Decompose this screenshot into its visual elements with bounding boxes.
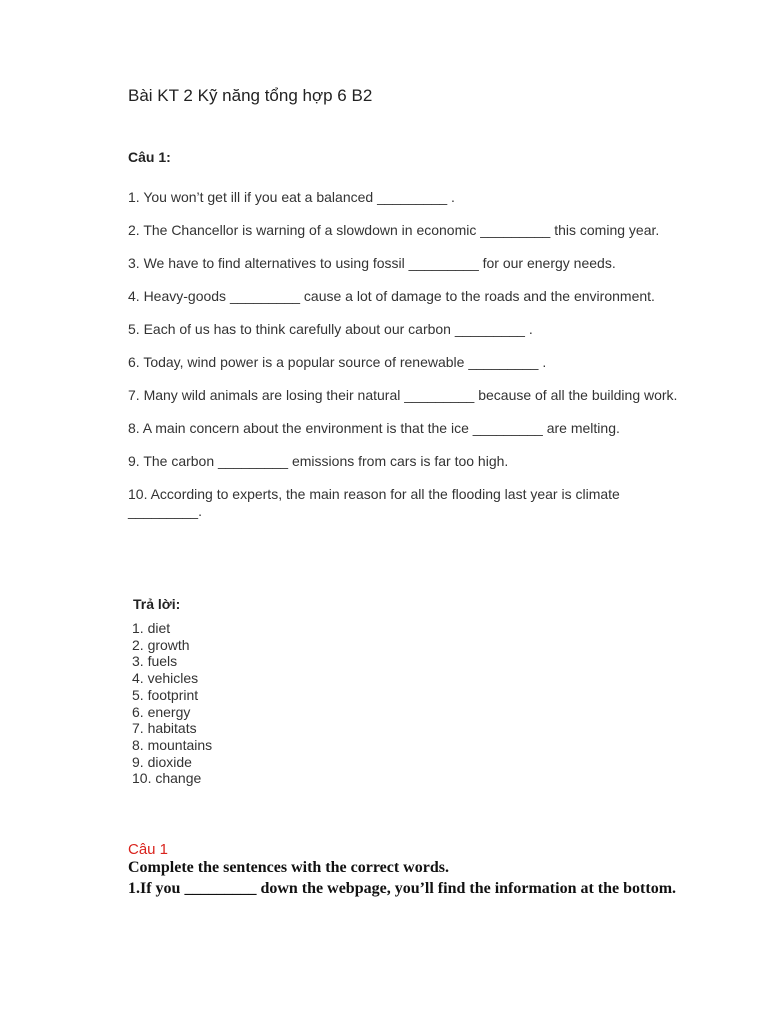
answer-item: 4. vehicles (132, 670, 199, 687)
answer-item: 2. growth (132, 636, 190, 653)
question-item: 3. We have to find alternatives to using fossil _________ for our energy needs. (128, 255, 616, 271)
question-item: 4. Heavy-goods _________ cause a lot of damage to the roads and the environment. (128, 288, 655, 304)
question-item: 1. You won’t get ill if you eat a balanced _________ . (128, 189, 455, 205)
section1-heading: Câu 1: (128, 149, 171, 165)
question-item: 6. Today, wind power is a popular source of renewable _________ . (128, 354, 547, 370)
question-item: 5. Each of us has to think carefully about our carbon _________ . (128, 321, 533, 337)
answer-item: 3. fuels (132, 653, 178, 670)
answer-item: 7. habitats (132, 720, 197, 737)
answer-list (132, 620, 212, 787)
question-list (128, 189, 688, 536)
answer-item: 6. energy (132, 703, 191, 720)
question-item: 8. A main concern about the environment is that the ice _________ are melting. (128, 420, 620, 436)
answer-item: 1. diet (132, 620, 171, 636)
section2-question-item: 1.If you _________ down the webpage, you’ll find the information at the bottom. (128, 880, 677, 897)
section2-instruction: Complete the sentences with the correct words. (128, 859, 449, 876)
answer-item: 8. mountains (132, 736, 213, 753)
answer-item: 5. footprint (132, 686, 199, 703)
document-title: Bài KT 2 Kỹ năng tổng hợp 6 B2 (128, 86, 373, 105)
section2-heading: Câu 1 (128, 841, 169, 858)
answers-heading: Trả lời: (133, 596, 181, 612)
question-item: 7. Many wild animals are losing their natural _________ because of all the building work. (128, 387, 678, 403)
question-item: 10. According to experts, the main reason for all the flooding last year is climate _________. (128, 486, 620, 519)
question-item: 9. The carbon _________ emissions from cars is far too high. (128, 453, 509, 469)
answer-item: 9. dioxide (132, 753, 192, 770)
question-item: 2. The Chancellor is warning of a slowdown in economic _________ this coming year. (128, 222, 660, 238)
answer-item: 10. change (132, 770, 202, 787)
